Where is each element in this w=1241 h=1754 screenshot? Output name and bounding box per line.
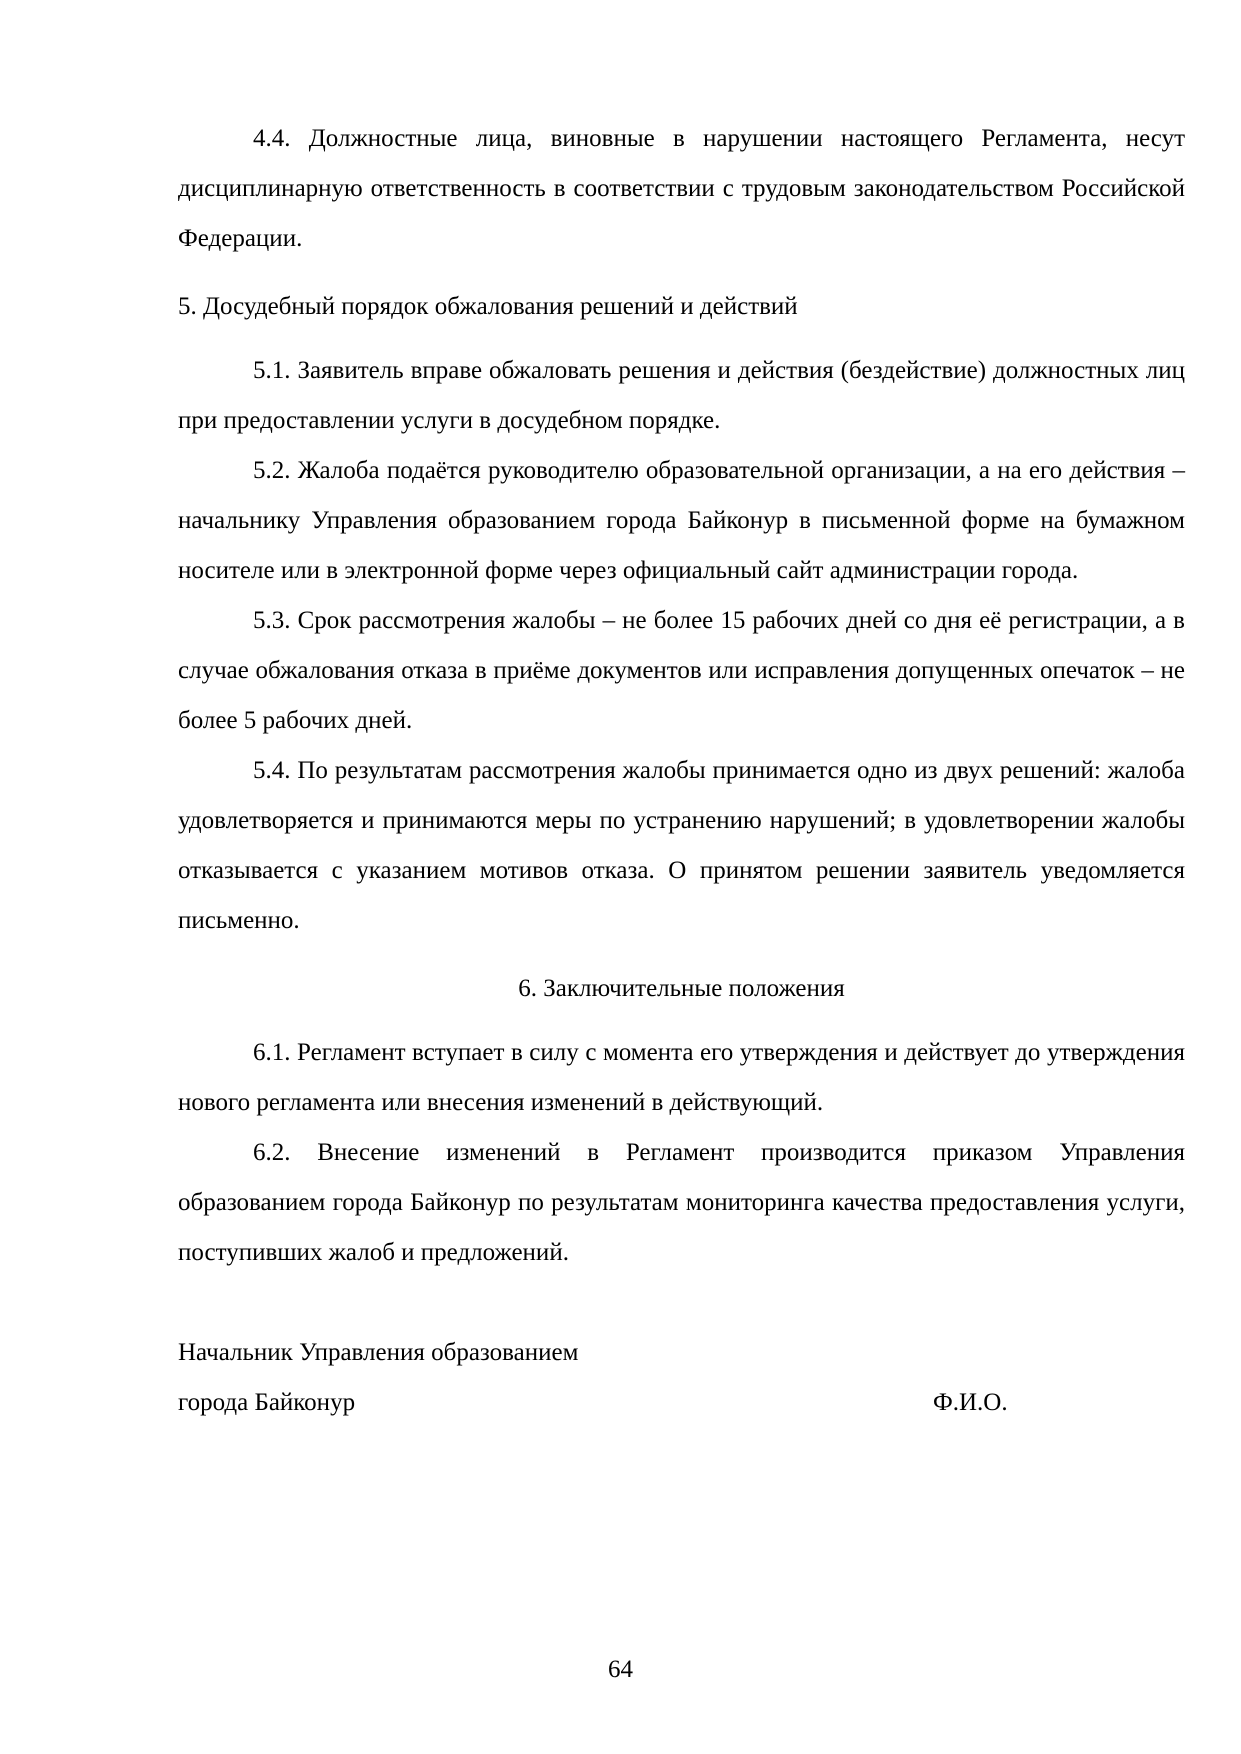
signature-title-line-2: города Байконур (178, 1389, 356, 1416)
paragraph-6-1: 6.1. Регламент вступает в силу с момента его утверждения и действует до утверждения нового регламента или внесения изменений в действующий. (178, 1039, 1185, 1116)
paragraph-4-4: 4.4. Должностные лица, виновные в нарушении настоящего Регламента, несут дисциплинарную ответственность в соответствии с трудовым законодательством Российской Федерации. (178, 125, 1185, 252)
page-number: 64 (608, 1656, 633, 1683)
paragraph-5-3: 5.3. Срок рассмотрения жалобы – не более 15 рабочих дней со дня её регистрации, а в случае обжалования отказа в приёме документов или исправления допущенных опечаток – не более 5 рабочих дней. (178, 607, 1185, 734)
paragraph-5-2: 5.2. Жалоба подаётся руководителю образовательной организации, а на его действия – начальнику Управления образованием города Байконур в письменной форме на бумажном носителе или в электронной форме через официальный сайт администрации города. (178, 457, 1185, 584)
paragraph-6-2: 6.2. Внесение изменений в Регламент производится приказом Управления образованием города Байконур по результатам мониторинга качества предоставления услуги, поступивших жалоб и предложений. (178, 1139, 1185, 1266)
signature-name: Ф.И.О. (933, 1389, 1008, 1416)
section-6-heading: 6. Заключительные положения (518, 975, 845, 1002)
section-5-heading: 5. Досудебный порядок обжалования решений и действий (178, 293, 798, 320)
signature-block (178, 1328, 1185, 1428)
document-page (178, 114, 1185, 1428)
paragraph-5-4: 5.4. По результатам рассмотрения жалобы принимается одно из двух решений: жалоба удовлетворяется и принимаются меры по устранению нарушений; в удовлетворении жалобы отказывается с указанием мотивов отказа. О принятом решении заявитель уведомляется письменно. (178, 757, 1185, 934)
paragraph-5-1: 5.1. Заявитель вправе обжаловать решения и действия (бездействие) должностных лиц при предоставлении услуги в досудебном порядке. (178, 357, 1185, 434)
signature-title-line-1: Начальник Управления образованием (178, 1339, 579, 1366)
